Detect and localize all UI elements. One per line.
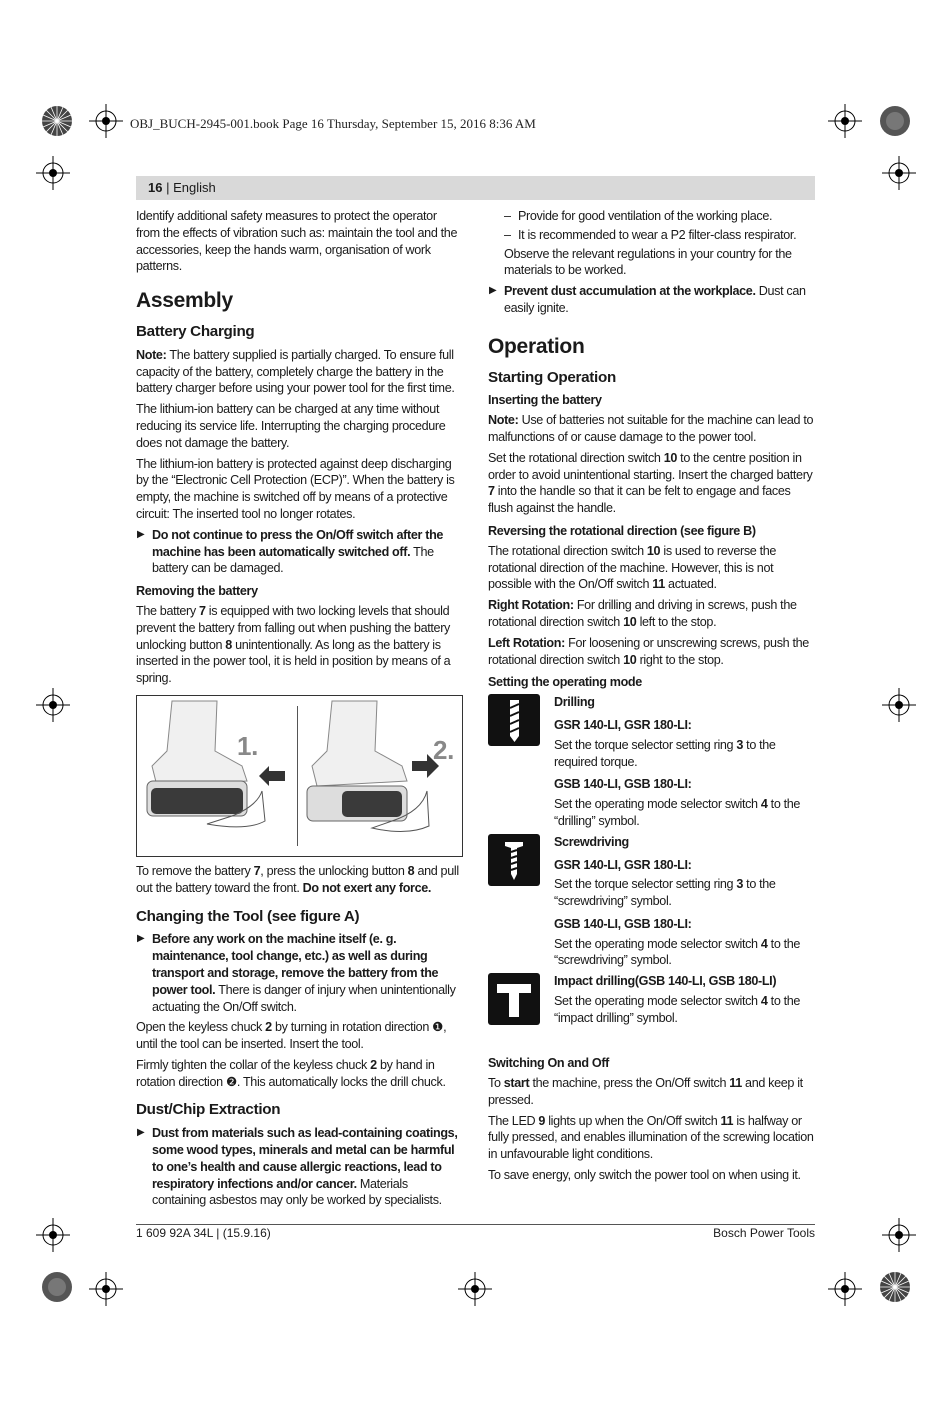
impact-drilling-text <box>554 993 815 1027</box>
crosshair-left-lower <box>36 1218 70 1257</box>
crosshair-left-upper <box>36 156 70 195</box>
battery-charging-heading: Battery Charging <box>136 322 255 340</box>
text-run: and keep it pressed. <box>488 1076 803 1107</box>
text-run: right to the stop. <box>636 652 724 667</box>
liion-paragraph-1: The lithium-ion battery can be charged at any time without reducing its service life. Interrupting the charging procedure does not damage the battery. <box>136 402 446 450</box>
switching-text <box>488 1075 815 1109</box>
caption-warning: Do not exert any force. <box>302 880 432 895</box>
text-run: Set the rotational direction switch <box>488 450 664 465</box>
text-run: by hand in rotation direction ❷. This automatically locks the drill chuck. <box>136 1057 446 1089</box>
ref-number: 11 <box>729 1076 742 1091</box>
removing-battery-heading: Removing the battery <box>136 584 258 599</box>
drilling-heading: Drilling <box>554 695 595 710</box>
removing-battery-text <box>136 603 463 687</box>
text-run: lights up when the On/Off switch <box>545 1113 721 1128</box>
mode-drilling <box>488 694 815 830</box>
text-run: Firmly tighten the collar of the keyless chuck <box>136 1057 371 1072</box>
impact-drilling-heading: Impact drilling(GSB 140-LI, GSB 180-LI) <box>554 974 777 989</box>
text-run: by turning in rotation direction ❶, until the tool can be inserted. Insert the tool. <box>136 1020 447 1052</box>
dash-text: It is recommended to wear a P2 filter-class respirator. <box>518 227 797 242</box>
text-run: to the centre position in order to avoid unintentional starting. Insert the charged battery <box>488 450 813 482</box>
text-run: is equipped with two locking levels that should prevent the battery from falling out when pushing the battery unlocking button <box>136 603 450 652</box>
operation-heading: Operation <box>488 334 585 358</box>
mode-impact-drilling <box>488 973 815 1033</box>
ref-number: 7 <box>253 863 261 878</box>
crosshair-right-lower <box>882 1218 916 1257</box>
text-run: For drilling and driving in screws, push the rotational direction switch <box>488 598 797 629</box>
operating-mode-heading: Setting the operating mode <box>488 675 642 690</box>
led-text <box>488 1113 815 1163</box>
text-run: into the handle so that it can be felt to engage and faces flush against the handle. <box>488 484 791 516</box>
text-run: Set the torque selector setting ring <box>554 877 737 892</box>
inserting-note <box>488 412 815 446</box>
text-run: , press the unlocking button <box>260 863 408 878</box>
note-text: The battery supplied is partially charged. To ensure full capacity of the battery, completely charge the battery in the battery charger before using your power tool for the first time. <box>136 347 455 396</box>
header-language: English <box>173 180 216 195</box>
text-run: The LED <box>488 1113 539 1128</box>
figure-caption <box>136 863 463 897</box>
note-label: Note: <box>136 347 167 362</box>
chuck-tighten-text <box>136 1057 463 1091</box>
registration-mark-top-right <box>878 104 912 143</box>
ref-number: 2 <box>265 1020 272 1035</box>
impact-hammer-icon <box>488 973 540 1025</box>
crosshair-top-left <box>89 104 123 143</box>
text-run: left to the stop. <box>636 614 717 629</box>
warning-bold: Dust from materials such as lead-containing coatings, some wood types, minerals and metal can be harmful to one’s health and cause allergic reactions, lead to respiratory infections and/or cancer. <box>152 1126 458 1191</box>
observe-regulations: Observe the relevant regulations in your country for the materials to be worked. <box>504 246 792 278</box>
text-run: The battery <box>136 603 199 618</box>
dash-bullet: – <box>504 209 511 223</box>
text-run: Open the keyless chuck <box>136 1020 266 1035</box>
warning-onoff <box>136 527 463 577</box>
screwdriving-gsb-models: GSB 140-LI, GSB 180-LI: <box>554 916 692 931</box>
ref-number: 4 <box>760 994 768 1009</box>
text-run: To remove the battery <box>136 863 254 878</box>
figure-step-2: 2. <box>433 734 454 765</box>
reversing-heading: Reversing the rotational direction (see figure B) <box>488 523 756 538</box>
warning-dust-accumulation <box>488 283 815 317</box>
starting-operation-heading: Starting Operation <box>488 368 616 386</box>
left-rotation-text <box>488 635 815 669</box>
header-separator: | <box>162 180 174 195</box>
start-word: start <box>503 1076 530 1091</box>
registration-mark-bottom-right <box>878 1270 912 1309</box>
warning-rest: There is danger of injury when unintentionally actuating the On/Off switch. <box>152 982 456 1014</box>
page-header <box>148 180 216 195</box>
text-run: Set the operating mode selector switch <box>554 994 761 1009</box>
ref-number: 10 <box>623 614 637 629</box>
warning-bold: Do not continue to press the On/Off switch after the machine has been automatically switched off. <box>152 527 444 559</box>
text-run: to the “impact drilling” symbol. <box>554 994 801 1025</box>
ref-number: 3 <box>736 737 744 752</box>
footer-brand: Bosch Power Tools <box>713 1226 815 1240</box>
warning-rest: Materials containing asbestos may only be worked by specialists. <box>152 1176 442 1208</box>
drilling-gsb-models: GSB 140-LI, GSB 180-LI: <box>554 777 692 792</box>
registration-mark-top-left <box>40 104 74 143</box>
drill-bit-icon <box>488 694 540 746</box>
warning-dust <box>136 1125 463 1209</box>
screwdriving-gsb-text <box>554 936 815 970</box>
inserting-text <box>488 450 815 517</box>
text-run: The rotational direction switch <box>488 543 647 558</box>
dash-item-respirator <box>488 227 815 244</box>
crosshair-right-middle <box>882 688 916 727</box>
bullet-triangle-icon: ▶ <box>137 933 145 945</box>
page-header-bar <box>136 176 815 200</box>
charging-note <box>136 347 463 397</box>
ref-number: 10 <box>646 543 661 558</box>
chuck-open-text <box>136 1019 463 1053</box>
inserting-battery-heading: Inserting the battery <box>488 393 602 408</box>
text-run: to the “screwdriving” symbol. <box>554 877 776 909</box>
warning-rest: The battery can be damaged. <box>152 544 434 576</box>
screwdriving-gsr-models: GSR 140-LI, GSR 180-LI: <box>554 857 692 872</box>
text-run: actuated. <box>664 577 717 592</box>
ref-number: 11 <box>720 1113 734 1128</box>
text-run: Set the operating mode selector switch <box>554 936 761 951</box>
drilling-gsr-models: GSR 140-LI, GSR 180-LI: <box>554 717 692 732</box>
text-run: Set the torque selector setting ring <box>554 737 737 752</box>
print-slug: OBJ_BUCH-2945-001.book Page 16 Thursday, September 15, 2016 8:36 AM <box>130 116 536 131</box>
ref-number: 10 <box>623 652 637 667</box>
text-run: to the “drilling” symbol. <box>554 797 801 828</box>
crosshair-left-middle <box>36 688 70 727</box>
ref-number: 8 <box>225 637 232 652</box>
dash-item-ventilation <box>488 208 815 225</box>
screw-icon <box>488 834 540 886</box>
ref-number: 4 <box>760 936 768 951</box>
footer-rule <box>136 1224 815 1225</box>
left-column <box>136 208 463 1213</box>
reversing-text <box>488 543 815 593</box>
ref-number: 4 <box>760 797 768 812</box>
text-run: To <box>488 1076 504 1091</box>
dash-text: Provide for good ventilation of the working place. <box>518 209 773 223</box>
crosshair-bottom-center <box>458 1272 492 1311</box>
note-label: Note: <box>488 413 519 428</box>
battery-removal-illustration <box>137 696 462 856</box>
screwdriving-gsr-text <box>554 876 815 910</box>
registration-mark-bottom-left <box>40 1270 74 1309</box>
left-rotation-label: Left Rotation: <box>488 635 565 650</box>
crosshair-right-upper <box>882 156 916 195</box>
vibration-intro: Identify additional safety measures to protect the operator from the effects of vibration such as: maintain the tool and the accessories, keep the hands warm, organisation of work patterns. <box>136 209 458 274</box>
right-column <box>488 208 815 1188</box>
right-rotation-text <box>488 597 815 631</box>
ref-number: 10 <box>663 450 678 465</box>
mode-screwdriving <box>488 834 815 970</box>
drilling-gsr-text <box>554 737 815 771</box>
warning-tool-change <box>136 931 463 1015</box>
crosshair-top-right <box>828 104 862 143</box>
warning-bold: Before any work on the machine itself (e. g. maintenance, tool change, etc.) as well as during transport and storage, remove the battery from the power tool. <box>152 932 439 997</box>
dash-bullet: – <box>504 227 511 242</box>
warning-rest: Dust can easily ignite. <box>504 284 806 315</box>
drilling-gsb-text <box>554 796 815 830</box>
ref-number: 3 <box>736 877 744 892</box>
text-run: to the “screwdriving” symbol. <box>554 936 801 968</box>
page-number: 16 <box>148 180 163 195</box>
assembly-heading: Assembly <box>136 289 233 313</box>
text-run: and pull out the battery toward the front. <box>136 863 459 895</box>
ref-number: 7 <box>199 603 206 618</box>
text-run: the machine, press the On/Off switch <box>529 1076 730 1091</box>
text-run: Set the operating mode selector switch <box>554 797 761 812</box>
crosshair-bottom-left <box>89 1272 123 1311</box>
footer-document-number: 1 609 92A 34L | (15.9.16) <box>136 1226 271 1240</box>
text-run: is used to reverse the rotational direction of the machine. However, this is not possible with the On/Off switch <box>488 543 777 592</box>
figure-divider <box>297 706 298 846</box>
ref-number: 2 <box>370 1057 377 1072</box>
liion-paragraph-2: The lithium-ion battery is protected against deep discharging by the “Electronic Cell Protection (ECP)”. When the battery is empty, the machine is switched off by means of a protective circuit: The inserted tool no longer rotates. <box>136 456 455 521</box>
text-run: unintentionally. As long as the battery is inserted in the power tool, it is held in position by means of a spring. <box>136 637 451 686</box>
right-rotation-label: Right Rotation: <box>488 598 574 613</box>
switching-heading: Switching On and Off <box>488 1056 610 1071</box>
text-run: to the required torque. <box>554 737 776 769</box>
warning-bold: Prevent dust accumulation at the workplace. <box>504 284 756 299</box>
battery-removal-figure <box>136 695 463 857</box>
bullet-triangle-icon: ▶ <box>137 528 145 540</box>
dust-extraction-heading: Dust/Chip Extraction <box>136 1101 281 1119</box>
ref-number: 7 <box>488 484 495 499</box>
bullet-triangle-icon: ▶ <box>137 1127 145 1139</box>
ref-number: 9 <box>538 1113 546 1128</box>
text-run: is halfway or fully pressed, and enables illumination of the screwing location in unfavourable light conditions. <box>488 1113 814 1162</box>
changing-tool-heading: Changing the Tool (see figure A) <box>136 907 360 925</box>
crosshair-bottom-right <box>828 1272 862 1311</box>
ref-number: 11 <box>652 577 665 592</box>
bullet-triangle-icon: ▶ <box>489 285 497 297</box>
note-text: Use of batteries not suitable for the machine can lead to malfunctions of or cause damage to the power tool. <box>488 413 814 444</box>
screwdriving-heading: Screwdriving <box>554 834 629 849</box>
figure-step-1: 1. <box>237 730 258 761</box>
ref-number: 8 <box>407 863 415 878</box>
energy-text: To save energy, only switch the power tool on when using it. <box>488 1168 801 1183</box>
text-run: For loosening or unscrewing screws, push the rotational direction switch <box>488 635 809 667</box>
